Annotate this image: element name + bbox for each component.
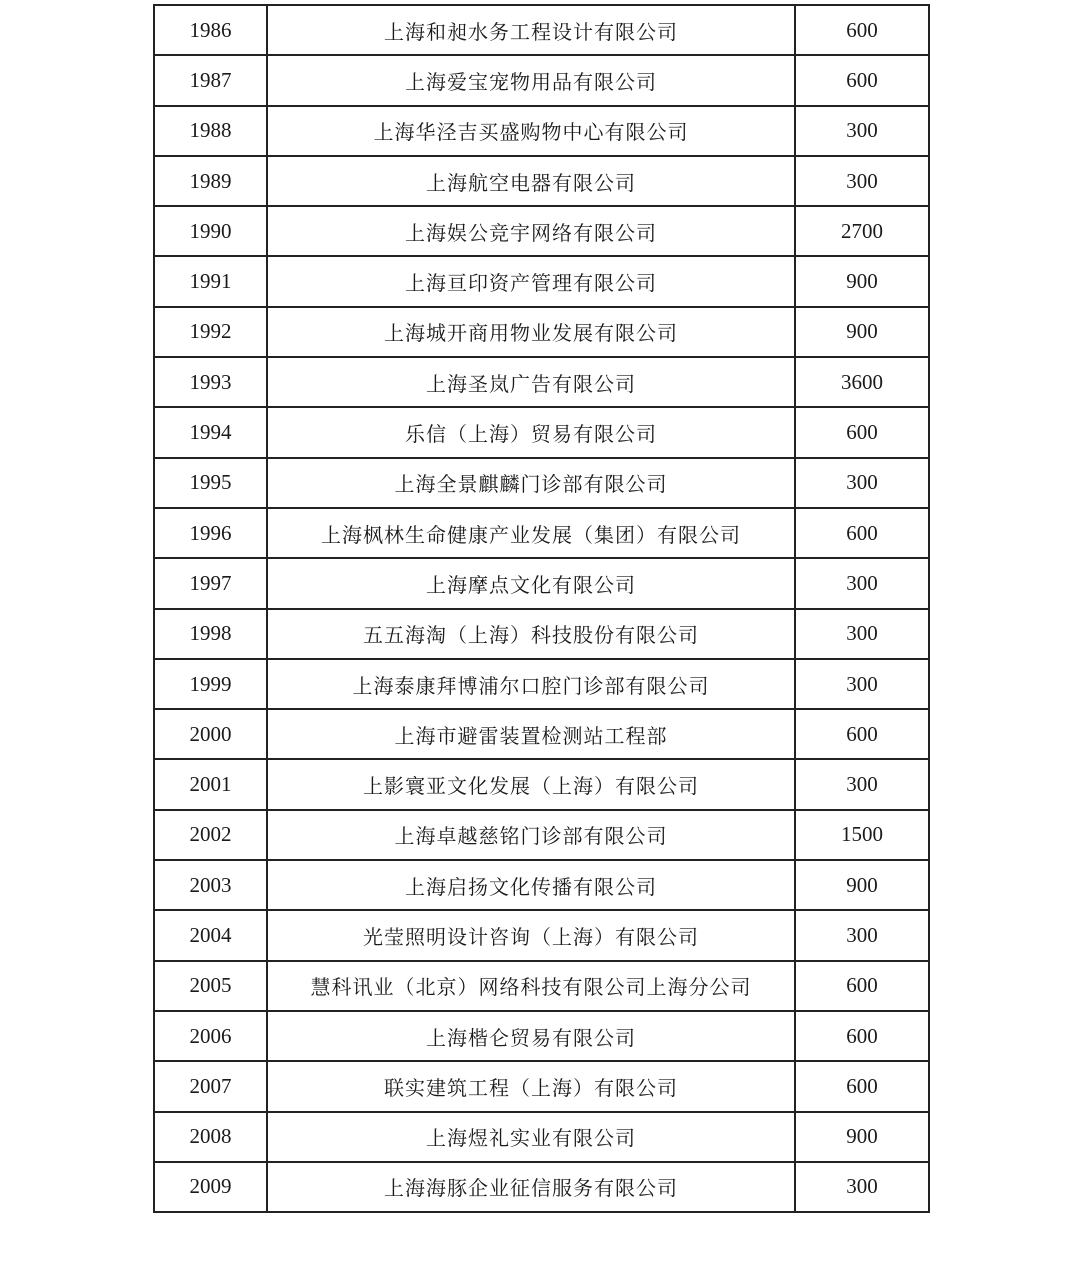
company-name-cell: 联实建筑工程（上海）有限公司 — [267, 1061, 795, 1111]
company-name-cell: 上海海豚企业征信服务有限公司 — [267, 1162, 795, 1212]
company-name-cell: 五五海淘（上海）科技股份有限公司 — [267, 609, 795, 659]
company-name-cell: 上海亘印资产管理有限公司 — [267, 256, 795, 306]
table-body — [154, 5, 929, 1212]
table-row — [154, 1162, 929, 1212]
row-number-cell: 1995 — [154, 458, 267, 508]
table-row — [154, 961, 929, 1011]
row-number-cell: 2005 — [154, 961, 267, 1011]
amount-cell: 300 — [795, 910, 929, 960]
row-number-cell: 1992 — [154, 307, 267, 357]
table-row — [154, 407, 929, 457]
row-number-cell: 1988 — [154, 106, 267, 156]
table-row — [154, 307, 929, 357]
company-name-cell: 上海圣岚广告有限公司 — [267, 357, 795, 407]
company-name-cell: 上海航空电器有限公司 — [267, 156, 795, 206]
table-row — [154, 659, 929, 709]
amount-cell: 2700 — [795, 206, 929, 256]
company-name-cell: 上海城开商用物业发展有限公司 — [267, 307, 795, 357]
company-name-cell: 上海市避雷装置检测站工程部 — [267, 709, 795, 759]
table-row — [154, 5, 929, 55]
row-number-cell: 1986 — [154, 5, 267, 55]
amount-cell: 3600 — [795, 357, 929, 407]
table-row — [154, 558, 929, 608]
table-row — [154, 458, 929, 508]
table-row — [154, 1112, 929, 1162]
company-name-cell: 上海娱公竞宇网络有限公司 — [267, 206, 795, 256]
amount-cell: 600 — [795, 407, 929, 457]
row-number-cell: 2004 — [154, 910, 267, 960]
row-number-cell: 1997 — [154, 558, 267, 608]
amount-cell: 600 — [795, 1011, 929, 1061]
company-name-cell: 上影寰亚文化发展（上海）有限公司 — [267, 759, 795, 809]
company-name-cell: 上海枫林生命健康产业发展（集团）有限公司 — [267, 508, 795, 558]
amount-cell: 900 — [795, 860, 929, 910]
row-number-cell: 2003 — [154, 860, 267, 910]
table-row — [154, 910, 929, 960]
row-number-cell: 1989 — [154, 156, 267, 206]
row-number-cell: 1991 — [154, 256, 267, 306]
company-name-cell: 上海和昶水务工程设计有限公司 — [267, 5, 795, 55]
amount-cell: 600 — [795, 709, 929, 759]
amount-cell: 300 — [795, 156, 929, 206]
amount-cell: 600 — [795, 5, 929, 55]
amount-cell: 900 — [795, 1112, 929, 1162]
table-row — [154, 810, 929, 860]
row-number-cell: 1999 — [154, 659, 267, 709]
amount-cell: 1500 — [795, 810, 929, 860]
row-number-cell: 2008 — [154, 1112, 267, 1162]
row-number-cell: 1990 — [154, 206, 267, 256]
company-name-cell: 上海摩点文化有限公司 — [267, 558, 795, 608]
company-name-cell: 上海楷仑贸易有限公司 — [267, 1011, 795, 1061]
company-name-cell: 乐信（上海）贸易有限公司 — [267, 407, 795, 457]
amount-cell: 300 — [795, 458, 929, 508]
amount-cell: 300 — [795, 106, 929, 156]
table-row — [154, 609, 929, 659]
table-row — [154, 357, 929, 407]
table-row — [154, 1011, 929, 1061]
table-row — [154, 1061, 929, 1111]
company-name-cell: 上海启扬文化传播有限公司 — [267, 860, 795, 910]
row-number-cell: 1996 — [154, 508, 267, 558]
company-name-cell: 慧科讯业（北京）网络科技有限公司上海分公司 — [267, 961, 795, 1011]
row-number-cell: 1994 — [154, 407, 267, 457]
row-number-cell: 2009 — [154, 1162, 267, 1212]
company-name-cell: 上海华泾吉买盛购物中心有限公司 — [267, 106, 795, 156]
amount-cell: 600 — [795, 1061, 929, 1111]
table-row — [154, 55, 929, 105]
table-row — [154, 508, 929, 558]
row-number-cell: 2000 — [154, 709, 267, 759]
row-number-cell: 1998 — [154, 609, 267, 659]
table-row — [154, 206, 929, 256]
amount-cell: 600 — [795, 55, 929, 105]
amount-cell: 300 — [795, 609, 929, 659]
row-number-cell: 2007 — [154, 1061, 267, 1111]
company-name-cell: 上海煜礼实业有限公司 — [267, 1112, 795, 1162]
table-row — [154, 256, 929, 306]
company-name-cell: 上海全景麒麟门诊部有限公司 — [267, 458, 795, 508]
table-row — [154, 860, 929, 910]
company-name-cell: 上海泰康拜博浦尔口腔门诊部有限公司 — [267, 659, 795, 709]
company-name-cell: 上海爱宝宠物用品有限公司 — [267, 55, 795, 105]
company-table-container — [153, 4, 928, 1260]
amount-cell: 300 — [795, 558, 929, 608]
table-row — [154, 156, 929, 206]
company-table — [153, 4, 930, 1213]
amount-cell: 900 — [795, 256, 929, 306]
row-number-cell: 1987 — [154, 55, 267, 105]
amount-cell: 300 — [795, 1162, 929, 1212]
amount-cell: 300 — [795, 759, 929, 809]
amount-cell: 900 — [795, 307, 929, 357]
amount-cell: 600 — [795, 961, 929, 1011]
company-name-cell: 光莹照明设计咨询（上海）有限公司 — [267, 910, 795, 960]
row-number-cell: 2001 — [154, 759, 267, 809]
amount-cell: 600 — [795, 508, 929, 558]
table-row — [154, 106, 929, 156]
row-number-cell: 2006 — [154, 1011, 267, 1061]
row-number-cell: 2002 — [154, 810, 267, 860]
table-row — [154, 759, 929, 809]
row-number-cell: 1993 — [154, 357, 267, 407]
amount-cell: 300 — [795, 659, 929, 709]
company-name-cell: 上海卓越慈铭门诊部有限公司 — [267, 810, 795, 860]
table-row — [154, 709, 929, 759]
